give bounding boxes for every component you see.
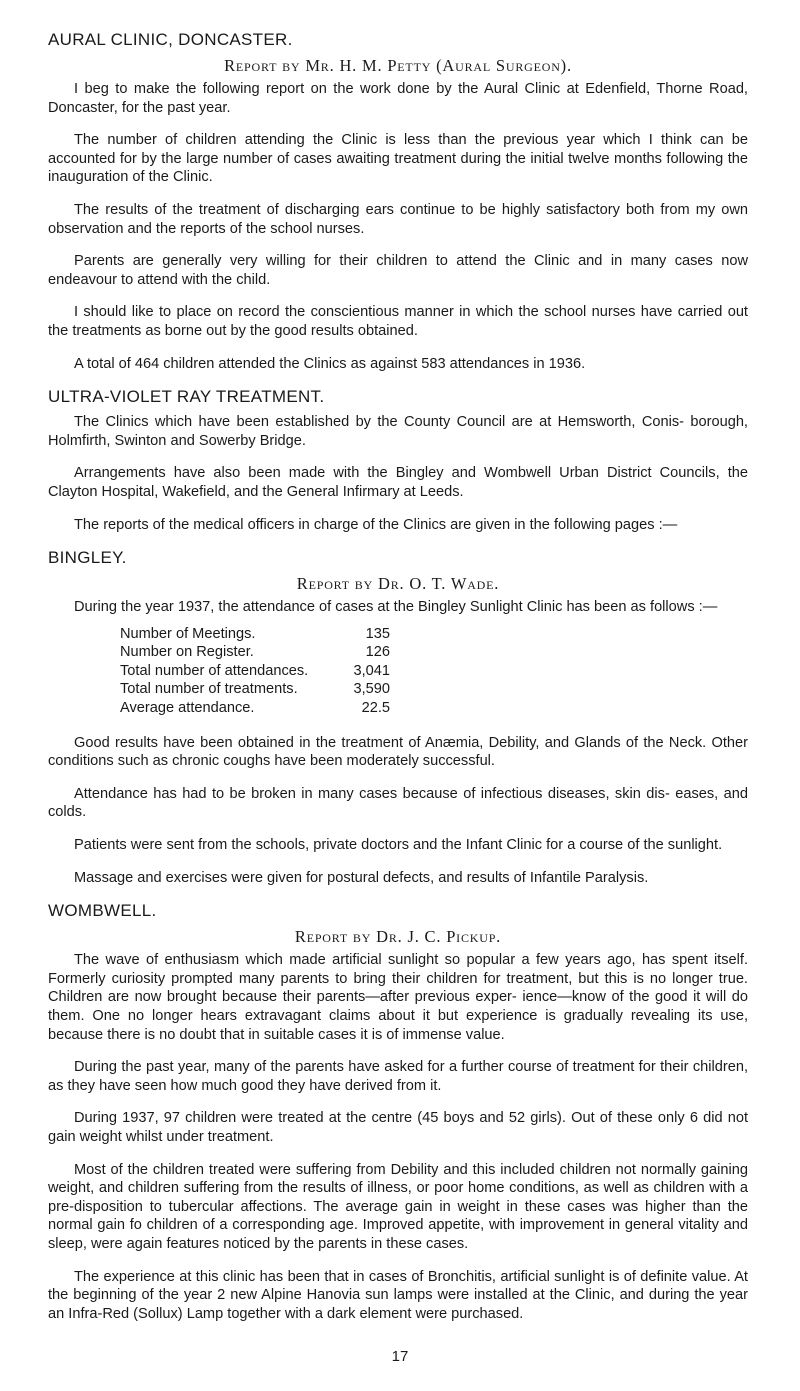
wombwell-paragraph: The experience at this clinic has been that in cases of Bronchitis, artificial sunlight is of definite value. At the beginning of the year 2 new Alpine Hanovia sun lamps were installed at the Clinic, and during the year an Infra-Red (Sollux) Lamp together with a dark element were purchased. [48, 1268, 748, 1322]
stat-row [120, 699, 748, 718]
stat-row [120, 662, 748, 681]
aural-paragraph: The number of children attending the Clinic is less than the previous year which I think can be accounted for by the large number of cases awaiting treatment during the initial twelve months following the inauguration of the Clinic. [48, 132, 748, 186]
stat-row [120, 680, 748, 699]
uv-paragraph: The reports of the medical officers in charge of the Clinics are given in the following pages :— [74, 516, 678, 533]
uv-paragraph: Arrangements have also been made with the Bingley and Wombwell Urban District Councils, the Clayton Hospital, Wakefield, and the General Infirmary at Leeds. [48, 465, 748, 500]
aural-byline: Report by Mr. H. M. Petty (Aural Surgeon). [224, 56, 572, 75]
aural-paragraph: I should like to place on record the conscientious manner in which the school nurses have carried out the treatments as borne out by the good results obtained. [48, 304, 748, 339]
stat-label: Average attendance. [120, 700, 255, 717]
aural-paragraph: I beg to make the following report on the work done by the Aural Clinic at Edenfield, Thorne Road, Doncaster, for the past year. [48, 81, 748, 116]
uv-paragraph: The Clinics which have been established by the County Council are at Hemsworth, Conis- borough, Holmfirth, Swinton and Sowerby Bridge. [48, 414, 748, 449]
stat-value: 22.5 [361, 700, 390, 717]
stat-value: 126 [365, 644, 390, 661]
aural-paragraph: A total of 464 children attended the Clinics as against 583 attendances in 1936. [74, 355, 586, 372]
bingley-byline: Report by Dr. O. T. Wade. [296, 574, 500, 594]
aural-paragraph: The results of the treatment of discharging ears continue to be highly satisfactory both from my own observation and the reports of the school nurses. [48, 201, 748, 237]
bingley-paragraph: Patients were sent from the schools, private doctors and the Infant Clinic for a course of the sunlight. [74, 837, 723, 854]
bingley-paragraph: Good results have been obtained in the treatment of Anæmia, Debility, and Glands of the Neck. Other conditions such as chronic coughs have been moderately successful. [48, 734, 748, 770]
aural-heading: AURAL CLINIC, DONCASTER. [48, 30, 293, 49]
bingley-intro: During the year 1937, the attendance of cases at the Bingley Sunlight Clinic has been as follows :— [74, 599, 718, 616]
wombwell-heading: WOMBWELL. [48, 901, 157, 921]
bingley-paragraph: Attendance has had to be broken in many cases because of infectious diseases, skin dis- eases, and colds. [48, 785, 748, 821]
stat-label: Total number of treatments. [120, 681, 298, 698]
stat-value: 3,041 [353, 662, 390, 679]
stat-label: Number of Meetings. [120, 625, 256, 642]
stat-row [120, 643, 748, 662]
uv-heading: ULTRA-VIOLET RAY TREATMENT. [48, 387, 325, 407]
stat-row [120, 625, 748, 644]
page-number: 17 [391, 1348, 409, 1365]
stat-value: 135 [365, 625, 390, 642]
wombwell-paragraph: During 1937, 97 children were treated at the centre (45 boys and 52 girls). Out of these only 6 did not gain weight whilst under treatment. [48, 1110, 748, 1145]
bingley-stats-table [120, 625, 748, 718]
stat-label: Total number of attendances. [120, 662, 309, 679]
bingley-paragraph: Massage and exercises were given for postural defects, and results of Infantile Paralysis. [74, 869, 649, 886]
wombwell-byline: Report by Dr. J. C. Pickup. [294, 927, 502, 947]
aural-paragraph: Parents are generally very willing for their children to attend the Clinic and in many cases now endeavour to attend with the child. [48, 253, 748, 288]
bingley-heading: BINGLEY. [48, 548, 127, 568]
wombwell-paragraph: During the past year, many of the parents have asked for a further course of treatment for their children, as they have seen how much good they have derived from it. [48, 1059, 748, 1094]
wombwell-paragraph: Most of the children treated were suffering from Debility and this included children not normally gaining weight, and children suffering from the results of illness, or poor home conditions, as well as children with a pre-disposition to tubercular affections. The average gain in weight in these cases was higher than the normal gain fo children of a corresponding age. Improved appetite, with improvement in general vitality and sleep, were again features noticed by the parents in these cases. [48, 1161, 748, 1252]
wombwell-paragraph: The wave of enthusiasm which made artificial sunlight so popular a few years ago, has spent itself. Formerly curiosity prompted many parents to bring their children for treatment, but this is no longer true. Children are now brought because their parents—after previous exper- ience—know of the good it will do them. One no longer hears extravagant claims about it but experience is gradually revealing its use, because there is no doubt that in suitable cases it is of immense value. [48, 952, 748, 1043]
stat-label: Number on Register. [120, 644, 254, 661]
stat-value: 3,590 [353, 681, 390, 698]
